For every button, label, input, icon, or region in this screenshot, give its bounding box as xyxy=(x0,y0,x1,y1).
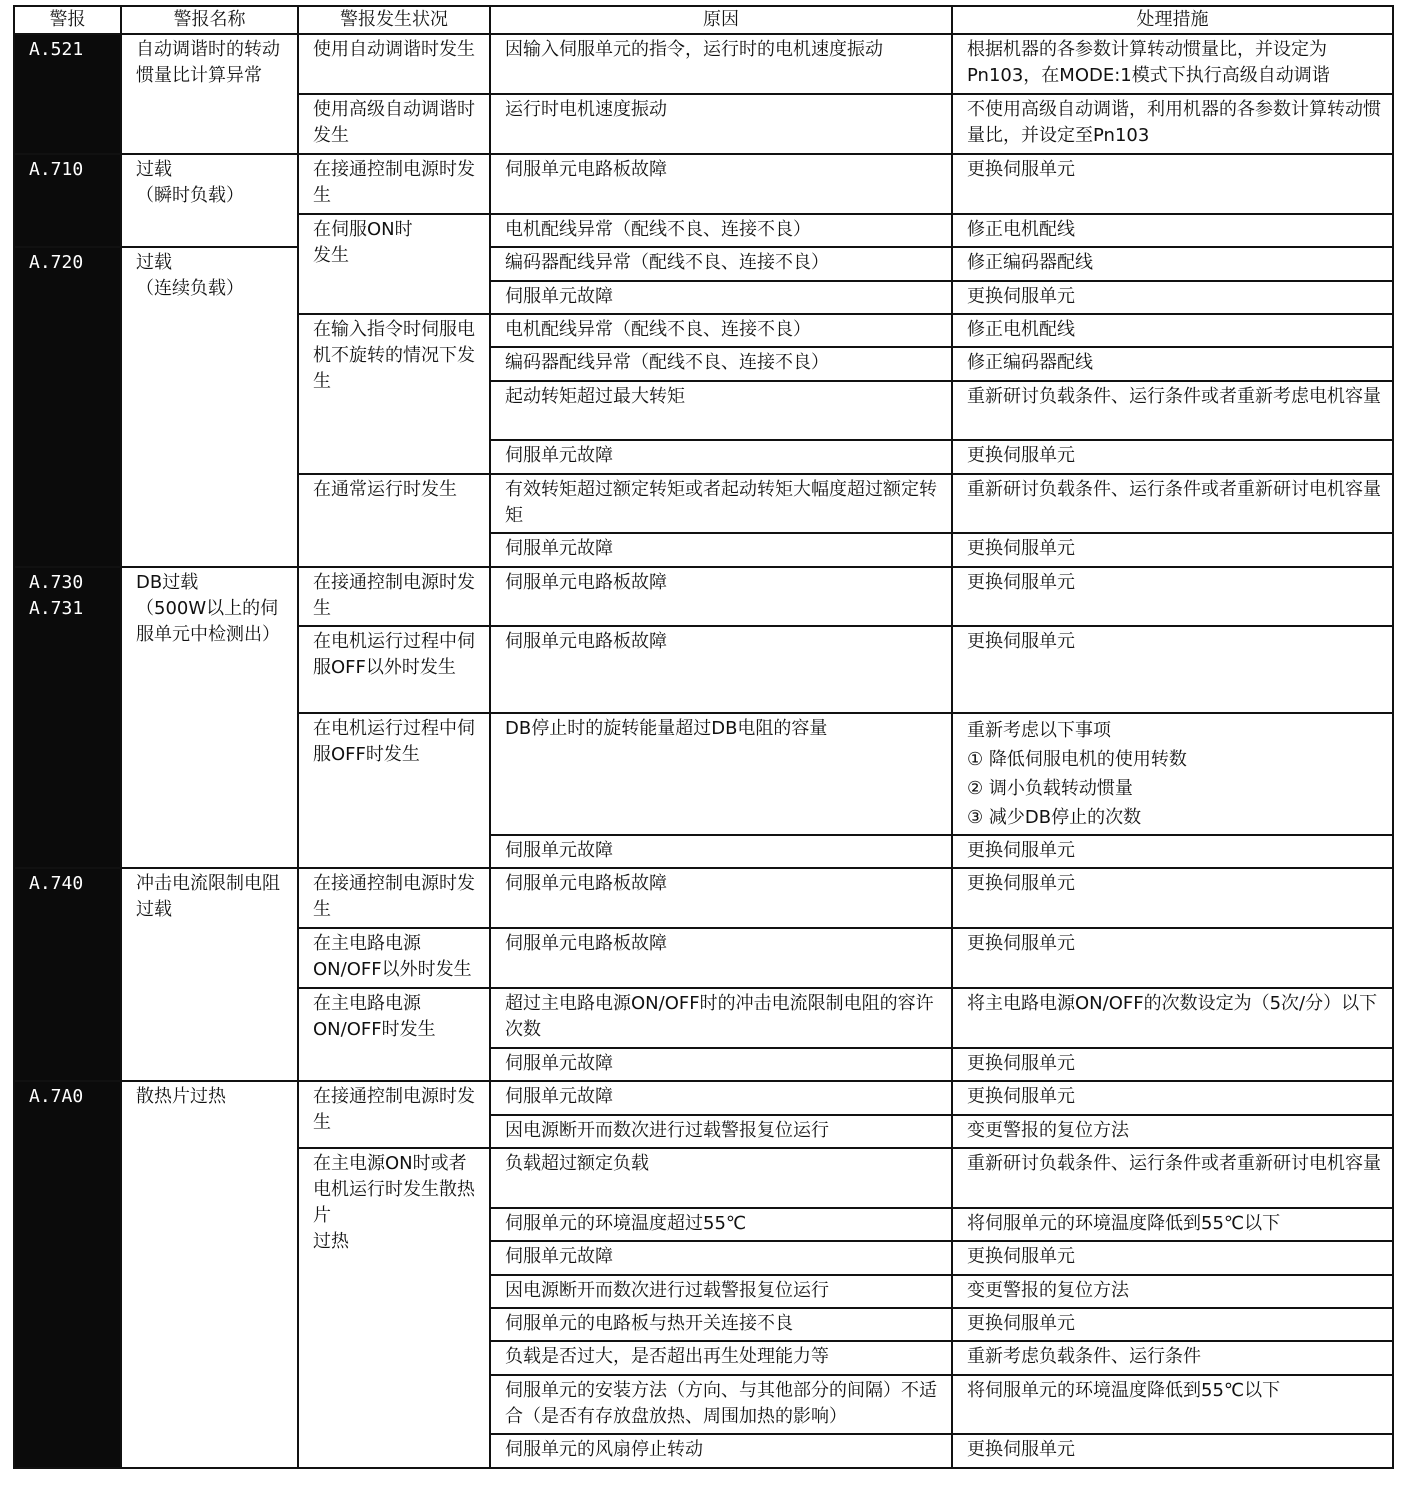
alarm-code xyxy=(14,567,121,868)
alarm-code: A.521 xyxy=(14,34,121,154)
action-cell: 重新研讨负载条件、运行条件或者重新研讨电机容量 xyxy=(952,474,1393,534)
action-cell: 重新研讨负载条件、运行条件或者重新研讨电机容量 xyxy=(952,1148,1393,1208)
action-cell xyxy=(952,713,1393,834)
cause-cell: 因电源断开而数次进行过载警报复位运行 xyxy=(490,1275,952,1308)
cause-cell: 伺服单元的安装方法（方向、与其他部分的间隔）不适合（是否有存放盘放热、周围加热的影响） xyxy=(490,1375,952,1435)
action-cell: 更换伺服单元 xyxy=(952,281,1393,314)
condition-line: 过热 xyxy=(313,1231,349,1253)
alarm-name: 冲击电流限制电阻过载 xyxy=(121,868,298,1081)
alarm-code: A.720 xyxy=(14,247,121,566)
condition-cell: 在电机运行过程中伺服OFF以外时发生 xyxy=(298,626,490,713)
action-cell: 更换伺服单元 xyxy=(952,835,1393,868)
cause-cell: 负载超过额定负载 xyxy=(490,1148,952,1208)
condition-line: 在伺服ON时 xyxy=(313,218,413,240)
action-cell: 更换伺服单元 xyxy=(952,1081,1393,1114)
action-cell: 更换伺服单元 xyxy=(952,1048,1393,1081)
action-cell: 根据机器的各参数计算转动惯量比，并设定为Pn103，在MODE:1模式下执行高级自动调谐 xyxy=(952,34,1393,94)
action-cell: 更换伺服单元 xyxy=(952,567,1393,627)
action-cell: 将伺服单元的环境温度降低到55℃以下 xyxy=(952,1375,1393,1435)
alarm-code: A.710 xyxy=(14,154,121,247)
condition-cell: 在输入指令时伺服电机不旋转的情况下发生 xyxy=(298,314,490,474)
alarm-name xyxy=(121,567,298,868)
action-cell: 重新考虑负载条件、运行条件 xyxy=(952,1341,1393,1374)
cause-cell: 伺服单元故障 xyxy=(490,835,952,868)
cause-cell: 负载是否过大，是否超出再生处理能力等 xyxy=(490,1341,952,1374)
cause-cell: 电机配线异常（配线不良、连接不良） xyxy=(490,214,952,247)
condition-cell: 在电机运行过程中伺服OFF时发生 xyxy=(298,713,490,868)
action-cell: 更换伺服单元 xyxy=(952,868,1393,928)
action-line: 重新考虑以下事项 xyxy=(967,720,1111,742)
action-cell: 更换伺服单元 xyxy=(952,928,1393,989)
cause-cell: 伺服单元的环境温度超过55℃ xyxy=(490,1208,952,1241)
condition-cell: 在主电路电源ON/OFF以外时发生 xyxy=(298,928,490,989)
condition-cell xyxy=(298,1148,490,1468)
alarm-name-line: （500W以上的伺服单元中检测出） xyxy=(136,597,280,645)
condition-cell: 使用高级自动调谐时发生 xyxy=(298,94,490,155)
cause-cell: 超过主电路电源ON/OFF时的冲击电流限制电阻的容许次数 xyxy=(490,988,952,1048)
cause-cell: 因电源断开而数次进行过载警报复位运行 xyxy=(490,1115,952,1148)
condition-line: 在主电源ON时或者电机运行时发生散热片 xyxy=(313,1153,475,1227)
cause-cell: 伺服单元故障 xyxy=(490,533,952,566)
cause-cell: 伺服单元电路板故障 xyxy=(490,928,952,989)
cause-cell: 伺服单元故障 xyxy=(490,440,952,473)
action-cell: 更换伺服单元 xyxy=(952,626,1393,713)
action-cell: 修正电机配线 xyxy=(952,214,1393,247)
table-row xyxy=(14,868,1393,928)
alarm-table xyxy=(13,5,1394,1469)
table-row xyxy=(14,34,1393,94)
action-cell: 重新研讨负载条件、运行条件或者重新考虑电机容量 xyxy=(952,381,1393,441)
action-cell: 更换伺服单元 xyxy=(952,533,1393,566)
cause-cell: 运行时电机速度振动 xyxy=(490,94,952,155)
header-cause: 原因 xyxy=(490,6,952,34)
cause-cell: 伺服单元电路板故障 xyxy=(490,868,952,928)
action-cell: 更换伺服单元 xyxy=(952,154,1393,214)
alarm-name xyxy=(121,247,298,566)
cause-cell: 编码器配线异常（配线不良、连接不良） xyxy=(490,347,952,380)
alarm-name: 散热片过热 xyxy=(121,1081,298,1468)
alarm-name-line: DB过载 xyxy=(136,571,199,593)
action-line: ② 调小负载转动惯量 xyxy=(967,778,1133,800)
alarm-name: 自动调谐时的转动惯量比计算异常 xyxy=(121,34,298,154)
alarm-name-line: 过载 xyxy=(136,252,172,274)
condition-cell: 使用自动调谐时发生 xyxy=(298,34,490,94)
action-cell: 变更警报的复位方法 xyxy=(952,1115,1393,1148)
cause-cell: 伺服单元故障 xyxy=(490,1048,952,1081)
condition-cell: 在主电路电源ON/OFF时发生 xyxy=(298,988,490,1081)
header-row xyxy=(14,6,1393,34)
header-alarm: 警报 xyxy=(14,6,121,34)
condition-cell: 在接通控制电源时发生 xyxy=(298,1081,490,1148)
action-cell: 将伺服单元的环境温度降低到55℃以下 xyxy=(952,1208,1393,1241)
cause-cell: 伺服单元故障 xyxy=(490,281,952,314)
cause-cell: 伺服单元电路板故障 xyxy=(490,567,952,627)
action-cell: 更换伺服单元 xyxy=(952,1308,1393,1341)
cause-cell: 有效转矩超过额定转矩或者起动转矩大幅度超过额定转矩 xyxy=(490,474,952,534)
cause-cell: 伺服单元的电路板与热开关连接不良 xyxy=(490,1308,952,1341)
table-row xyxy=(14,567,1393,627)
action-cell: 更换伺服单元 xyxy=(952,1241,1393,1274)
action-cell: 不使用高级自动调谐，利用机器的各参数计算转动惯量比，并设定至Pn103 xyxy=(952,94,1393,155)
action-cell: 更换伺服单元 xyxy=(952,1434,1393,1468)
header-condition: 警报发生状况 xyxy=(298,6,490,34)
action-cell: 将主电路电源ON/OFF的次数设定为（5次/分）以下 xyxy=(952,988,1393,1048)
action-line: ③ 减少DB停止的次数 xyxy=(967,807,1142,829)
action-line: ① 降低伺服电机的使用转数 xyxy=(967,749,1187,771)
alarm-name-line: （连续负载） xyxy=(136,278,244,300)
alarm-name xyxy=(121,154,298,247)
action-cell: 更换伺服单元 xyxy=(952,440,1393,473)
condition-cell: 在通常运行时发生 xyxy=(298,474,490,567)
cause-cell: 编码器配线异常（配线不良、连接不良） xyxy=(490,247,952,280)
condition-cell: 在接通控制电源时发生 xyxy=(298,154,490,214)
header-alarm-name: 警报名称 xyxy=(121,6,298,34)
cause-cell: 因输入伺服单元的指令，运行时的电机速度振动 xyxy=(490,34,952,94)
action-cell: 修正电机配线 xyxy=(952,314,1393,347)
alarm-name-line: （瞬时负载） xyxy=(136,185,244,207)
alarm-name-line: 过载 xyxy=(136,159,172,181)
action-cell: 修正编码器配线 xyxy=(952,347,1393,380)
condition-cell xyxy=(298,214,490,314)
alarm-code-line: A.731 xyxy=(29,597,84,619)
cause-cell: 伺服单元故障 xyxy=(490,1081,952,1114)
condition-cell: 在接通控制电源时发生 xyxy=(298,868,490,928)
cause-cell: 电机配线异常（配线不良、连接不良） xyxy=(490,314,952,347)
cause-cell: 伺服单元电路板故障 xyxy=(490,626,952,713)
condition-cell: 在接通控制电源时发生 xyxy=(298,567,490,627)
alarm-code: A.740 xyxy=(14,868,121,1081)
cause-cell: 起动转矩超过最大转矩 xyxy=(490,381,952,441)
table-row xyxy=(14,1081,1393,1114)
header-action: 处理措施 xyxy=(952,6,1393,34)
table-row xyxy=(14,247,1393,280)
cause-cell: 伺服单元的风扇停止转动 xyxy=(490,1434,952,1468)
cause-cell: DB停止时的旋转能量超过DB电阻的容量 xyxy=(490,713,952,834)
condition-line: 发生 xyxy=(313,244,349,266)
alarm-code-line: A.730 xyxy=(29,571,84,593)
action-cell: 变更警报的复位方法 xyxy=(952,1275,1393,1308)
action-cell: 修正编码器配线 xyxy=(952,247,1393,280)
cause-cell: 伺服单元故障 xyxy=(490,1241,952,1274)
table-row xyxy=(14,154,1393,214)
alarm-code: A.7A0 xyxy=(14,1081,121,1468)
cause-cell: 伺服单元电路板故障 xyxy=(490,154,952,214)
